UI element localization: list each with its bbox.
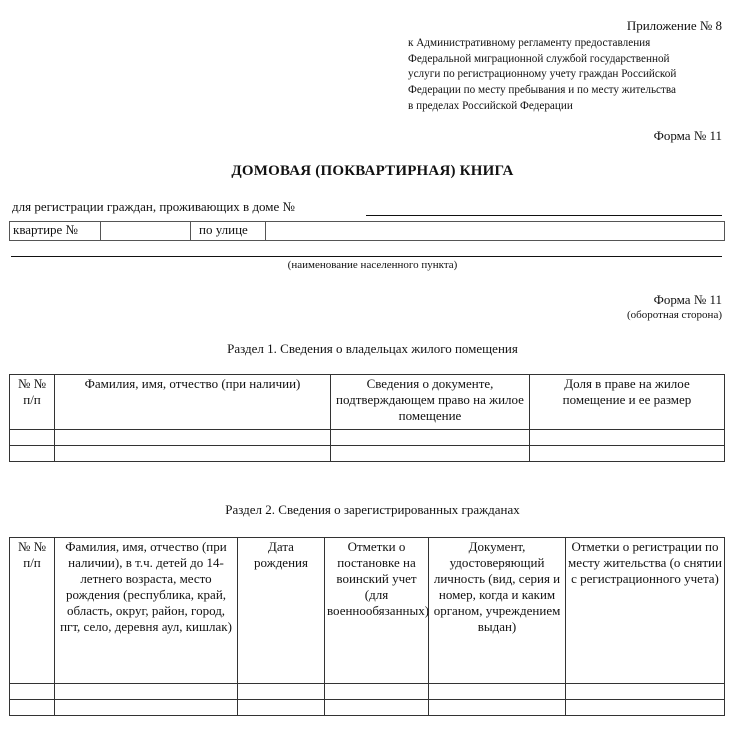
column-header: Сведения о документе, подтверждающем право на жилое помещение: [331, 375, 530, 430]
table-cell[interactable]: [10, 430, 55, 446]
table-cell[interactable]: [530, 446, 725, 462]
house-label: для регистрации граждан, проживающих в доме №: [12, 199, 295, 214]
appendix-line: Федеральной миграционной службой государственной: [408, 52, 670, 65]
table-cell[interactable]: [55, 684, 238, 700]
house-number-field[interactable]: [366, 215, 722, 216]
street-label: по улице: [199, 222, 248, 237]
table-cell[interactable]: [429, 684, 566, 700]
table-cell[interactable]: [10, 700, 55, 716]
apartment-number-field[interactable]: [100, 221, 191, 241]
table-header-row: [10, 538, 725, 684]
table-cell[interactable]: [55, 700, 238, 716]
table-row: [10, 700, 725, 716]
table-cell[interactable]: [325, 700, 429, 716]
appendix-line: в пределах Российской Федерации: [408, 99, 573, 112]
column-header: Отметки о регистрации по месту жительства (о снятии с регистрационного учета): [566, 538, 725, 684]
street-field[interactable]: [265, 221, 725, 241]
column-header: Фамилия, имя, отчество (при наличии): [55, 375, 331, 430]
column-header: Документ, удостоверяющий личность (вид, серия и номер, когда и каким органом, учреждением выдан): [429, 538, 566, 684]
table-cell[interactable]: [331, 446, 530, 462]
reverse-side-note: (оборотная сторона): [627, 309, 722, 321]
table-row: [10, 684, 725, 700]
locality-field[interactable]: [11, 256, 722, 257]
column-header: Доля в праве на жилое помещение и ее размер: [530, 375, 725, 430]
section1-title: Раздел 1. Сведения о владельцах жилого помещения: [227, 341, 518, 356]
table-header-row: [10, 375, 725, 430]
table-cell[interactable]: [238, 684, 325, 700]
table-cell[interactable]: [429, 700, 566, 716]
column-header: Фамилия, имя, отчество (при наличии), в т.ч. детей до 14-летнего возраста, место рождения (республика, край, область, округ, район, город, пгт, село, деревня аул, кишлак): [55, 538, 238, 684]
table-row: [10, 430, 725, 446]
table-cell[interactable]: [238, 700, 325, 716]
table-cell[interactable]: [566, 684, 725, 700]
locality-hint: (наименование населенного пункта): [287, 259, 458, 271]
table-cell[interactable]: [331, 430, 530, 446]
form-number-reverse: Форма № 11: [653, 292, 722, 307]
appendix-line: Федерации по месту пребывания и по месту жительства: [408, 84, 676, 97]
appendix-line: к Административному регламенту предоставления: [408, 37, 651, 49]
table-cell[interactable]: [55, 430, 331, 446]
column-header: № № п/п: [10, 538, 55, 684]
registered-citizens-table: [9, 537, 725, 716]
table-cell[interactable]: [530, 430, 725, 446]
table-cell[interactable]: [325, 684, 429, 700]
column-header: Отметки о постановке на воинский учет (для военнообязанных): [325, 538, 429, 684]
appendix-line: услуги по регистрационному учету граждан Российской: [408, 68, 677, 81]
owners-table: [9, 374, 725, 462]
appendix-text: [408, 36, 722, 115]
column-header: № № п/п: [10, 375, 55, 430]
table-cell[interactable]: [566, 700, 725, 716]
table-cell[interactable]: [10, 684, 55, 700]
section2-title: Раздел 2. Сведения о зарегистрированных гражданах: [225, 502, 520, 517]
table-cell[interactable]: [10, 446, 55, 462]
apartment-label: квартире №: [13, 222, 78, 237]
table-cell[interactable]: [55, 446, 331, 462]
table-row: [10, 446, 725, 462]
column-header: Дата рождения: [238, 538, 325, 684]
appendix-title: Приложение № 8: [626, 18, 722, 33]
document-title: ДОМОВАЯ (ПОКВАРТИРНАЯ) КНИГА: [231, 163, 514, 179]
form-number: Форма № 11: [653, 128, 722, 143]
